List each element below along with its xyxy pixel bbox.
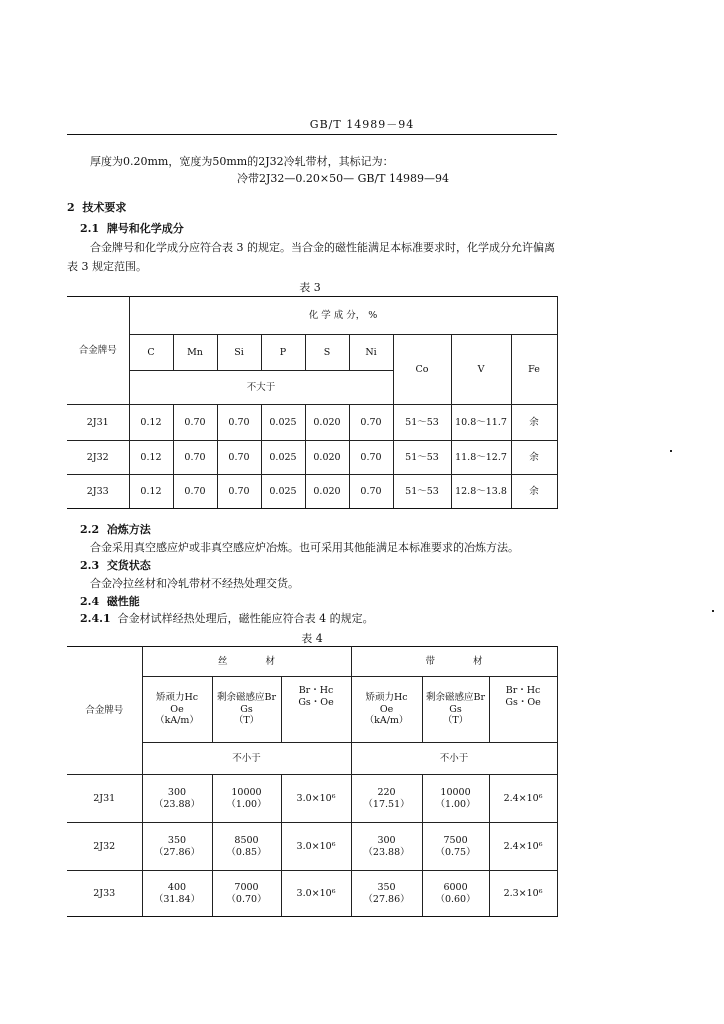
strip-hc-cell <box>351 823 422 871</box>
element-si: Si <box>217 335 261 371</box>
grade-cell: 2J33 <box>67 871 142 917</box>
table-4 <box>67 646 558 917</box>
wire-br-header <box>212 677 281 743</box>
element-mn: Mn <box>173 335 217 371</box>
value-cell: 0.70 <box>173 475 217 509</box>
value: 300 <box>167 786 187 798</box>
header-line: 矫顽力Hc <box>155 691 199 703</box>
wire-bh-cell: 3.0×10⁶ <box>281 775 351 823</box>
element-p: P <box>261 335 305 371</box>
grade-cell: 2J32 <box>67 823 142 871</box>
section-2-2-text: 合金采用真空感应炉或非真空感应炉冶炼。也可采用其他能满足本标准要求的冶炼方法。 <box>90 541 519 554</box>
value-si: （0.60） <box>435 893 476 905</box>
header-line: Gs・Oe <box>298 696 334 708</box>
section-2-1-text-2: 表 3 规定范围。 <box>67 260 147 273</box>
section-2-4-1 <box>80 610 374 626</box>
header-line: （T） <box>233 715 260 727</box>
value-cell: 余 <box>511 441 557 475</box>
value-si: （1.00） <box>226 798 267 810</box>
element-v: V <box>451 335 511 405</box>
value-cell: 0.025 <box>261 441 305 475</box>
table-3 <box>67 296 558 509</box>
section-2-3-text: 合金冷拉丝材和冷轧带材不经热处理交货。 <box>90 577 299 590</box>
strip-hc-cell <box>351 871 422 917</box>
wire-br-cell <box>212 871 281 917</box>
value-cell: 51～53 <box>393 441 451 475</box>
value: 220 <box>377 786 396 798</box>
intro-line-2: 冷带2J32—0.20×50— GB/T 14989—94 <box>237 172 450 185</box>
wire-not-less-than: 不小于 <box>142 743 351 775</box>
value-cell: 10.8～11.7 <box>451 405 511 441</box>
strip-bh-cell: 2.3×10⁶ <box>489 871 557 917</box>
value-cell: 0.70 <box>217 441 261 475</box>
wire-hc-cell <box>142 823 212 871</box>
section-number: 2.4.1 <box>80 612 111 625</box>
section-2-1-heading <box>80 220 184 236</box>
value-cell: 余 <box>511 405 557 441</box>
value: 350 <box>377 881 396 893</box>
section-2-heading <box>67 199 126 215</box>
header-line: Oe <box>170 703 184 715</box>
header-line: Br・Hc <box>298 685 334 696</box>
table-row <box>67 823 557 871</box>
section-number: 2.4 <box>80 595 100 608</box>
value-cell: 0.020 <box>305 405 349 441</box>
strip-br-cell <box>422 823 489 871</box>
element-c: C <box>129 335 173 371</box>
section-2-1-text-1: 合金牌号和化学成分应符合表 3 的规定。当合金的磁性能满足本标准要求时，化学成分允许偏离 <box>90 241 555 254</box>
value-cell: 0.020 <box>305 441 349 475</box>
wire-hc-cell <box>142 775 212 823</box>
intro-line-1: 厚度为0.20mm，宽度为50mm的2J32冷轧带材，其标记为： <box>90 155 394 168</box>
wire-bh-cell: 3.0×10⁶ <box>281 871 351 917</box>
table-row <box>67 441 557 475</box>
header-line: Br・Hc <box>505 685 541 696</box>
value-si: （27.86） <box>153 846 201 858</box>
wire-hc-cell <box>142 871 212 917</box>
table-4-caption: 表 4 <box>301 632 323 645</box>
section-title: 技术要求 <box>82 201 127 214</box>
wire-hc-header <box>142 677 212 743</box>
not-more-than-label: 不大于 <box>129 371 393 405</box>
standard-header: GB/T 14989－94 <box>309 118 415 131</box>
value: 350 <box>167 834 187 846</box>
value-cell: 12.8～13.8 <box>451 475 511 509</box>
strip-br-cell <box>422 775 489 823</box>
strip-brhc-header <box>489 677 557 743</box>
grade-cell: 2J33 <box>67 475 129 509</box>
wire-brhc-header <box>281 677 351 743</box>
section-text: 合金材试样经热处理后，磁性能应符合表 4 的规定。 <box>117 612 374 625</box>
value-cell: 0.70 <box>349 405 393 441</box>
section-title: 牌号和化学成分 <box>106 222 184 235</box>
value-cell: 0.70 <box>217 475 261 509</box>
strip-hc-cell <box>351 775 422 823</box>
grade-cell: 2J32 <box>67 441 129 475</box>
strip-br-cell <box>422 871 489 917</box>
element-co: Co <box>393 335 451 405</box>
section-2-2-heading <box>80 521 151 537</box>
value: 7500 <box>443 834 468 846</box>
header-line: （T） <box>442 715 469 727</box>
header-line: 剩余磁感应Br <box>216 691 277 703</box>
header-line: Gs <box>449 703 462 715</box>
table-row <box>67 871 557 917</box>
value-cell: 0.70 <box>349 475 393 509</box>
element-s: S <box>305 335 349 371</box>
value-cell: 0.025 <box>261 405 305 441</box>
value-cell: 0.12 <box>129 441 173 475</box>
header-line: Oe <box>379 703 394 715</box>
value-cell: 0.70 <box>173 441 217 475</box>
value-cell: 0.12 <box>129 475 173 509</box>
value: 10000 <box>231 786 262 798</box>
value: 400 <box>167 881 187 893</box>
composition-header: 化 学 成 分， % <box>129 297 557 335</box>
value: 10000 <box>440 786 471 798</box>
section-number: 2.1 <box>80 222 100 235</box>
value: 7000 <box>234 881 259 893</box>
grade-cell: 2J31 <box>67 775 142 823</box>
value-cell: 51～53 <box>393 475 451 509</box>
grade-cell: 2J31 <box>67 405 129 441</box>
value-si: （17.51） <box>363 798 410 810</box>
wire-header: 丝 材 <box>142 647 351 677</box>
table-3-caption: 表 3 <box>299 281 321 294</box>
grade-header: 合金牌号 <box>67 647 142 775</box>
value-cell: 0.70 <box>173 405 217 441</box>
value: 8500 <box>234 834 259 846</box>
header-line: Gs <box>240 703 253 715</box>
header-line: 矫顽力Hc <box>365 691 408 703</box>
value-cell: 0.70 <box>349 441 393 475</box>
value-si: （1.00） <box>435 798 476 810</box>
strip-bh-cell: 2.4×10⁶ <box>489 823 557 871</box>
value-cell: 0.020 <box>305 475 349 509</box>
header-line: Gs・Oe <box>505 696 541 708</box>
table-row <box>67 405 557 441</box>
section-2-3-heading <box>80 557 151 573</box>
element-fe: Fe <box>511 335 557 405</box>
value-cell: 0.70 <box>217 405 261 441</box>
value-cell: 11.8～12.7 <box>451 441 511 475</box>
table-row <box>67 475 557 509</box>
section-number: 2.2 <box>80 523 100 536</box>
section-title: 交货状态 <box>106 559 151 572</box>
strip-br-header <box>422 677 489 743</box>
wire-bh-cell: 3.0×10⁶ <box>281 823 351 871</box>
grade-header: 合金牌号 <box>67 297 129 405</box>
strip-bh-cell: 2.4×10⁶ <box>489 775 557 823</box>
section-number: 2.3 <box>80 559 100 572</box>
header-rule <box>67 134 557 135</box>
section-title: 冶炼方法 <box>106 523 151 536</box>
value-cell: 0.12 <box>129 405 173 441</box>
strip-header: 带 材 <box>351 647 557 677</box>
table-row <box>67 775 557 823</box>
section-number: 2 <box>67 201 75 214</box>
scan-speck <box>670 450 672 452</box>
value-si: （23.88） <box>153 798 201 810</box>
value-si: （23.88） <box>363 846 410 858</box>
value-si: （0.70） <box>226 893 267 905</box>
wire-br-cell <box>212 823 281 871</box>
header-line: （kA/m） <box>364 715 409 727</box>
strip-hc-header <box>351 677 422 743</box>
value-cell: 余 <box>511 475 557 509</box>
header-line: 剩余磁感应Br <box>426 691 486 703</box>
value-si: （0.85） <box>226 846 267 858</box>
scan-speck <box>712 610 714 612</box>
value-cell: 51～53 <box>393 405 451 441</box>
strip-not-less-than: 不小于 <box>351 743 557 775</box>
wire-br-cell <box>212 775 281 823</box>
section-title: 磁性能 <box>106 595 140 608</box>
value-si: （31.84） <box>153 893 201 905</box>
value-cell: 0.025 <box>261 475 305 509</box>
value: 6000 <box>443 881 468 893</box>
element-ni: Ni <box>349 335 393 371</box>
value-si: （27.86） <box>363 893 410 905</box>
value: 300 <box>377 834 396 846</box>
header-line: （kA/m） <box>155 715 199 727</box>
value-si: （0.75） <box>435 846 476 858</box>
section-2-4-heading <box>80 593 140 609</box>
